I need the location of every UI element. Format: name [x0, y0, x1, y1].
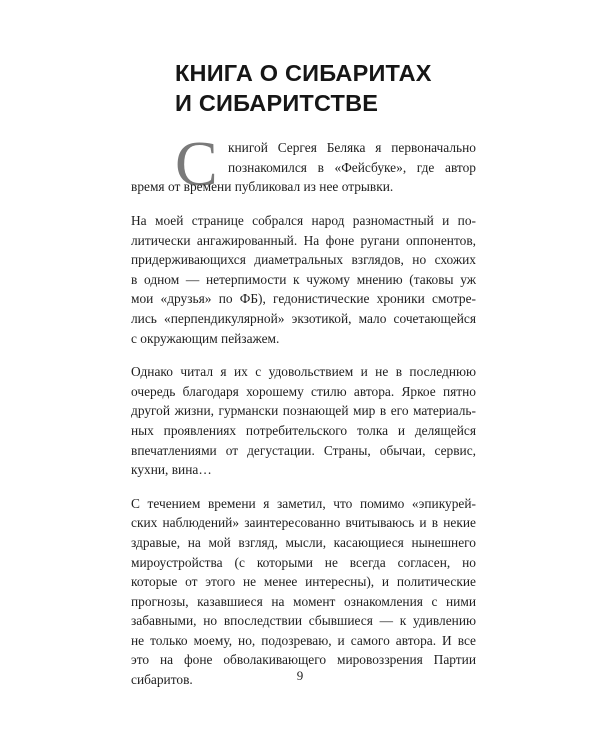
- text-line: забавными, но впоследствии сбывшиеся — к удивлению: [131, 613, 476, 629]
- text-line: придерживающихся диаметральных взглядов, но схожих: [131, 252, 476, 268]
- text-line: которые от этого не менее интересны), и политические: [131, 574, 476, 590]
- text-line: мои «друзья» по ФБ), гедонистические хроники смотре-: [131, 291, 476, 307]
- text-line: лись «перпендикулярной» экзотикой, мало сочетающейся: [131, 310, 476, 326]
- text-line: ских наблюдений» заинтересованно вчитываюсь и в некие: [131, 515, 476, 531]
- chapter-title-line-1: КНИГА О СИБАРИТАХ: [175, 60, 432, 86]
- text-line: с окружающим пейзажем.: [131, 330, 280, 346]
- text-line: литически ангажированный. На фоне ругани оппонентов,: [131, 232, 476, 248]
- text-line: не только моему, но, подозреваю, и самого автора. И все: [131, 632, 476, 648]
- text-line: сибаритов.: [131, 672, 193, 688]
- paragraph-1: [131, 211, 476, 348]
- text-line: это на фоне обволакивающего мировоззрения Партии: [131, 652, 476, 668]
- drop-cap-letter: С: [175, 128, 218, 199]
- chapter-title-line-2: И СИБАРИТСТВЕ: [175, 90, 379, 116]
- text-line: в одном — нетерпимости к чужому мнению (таковы уж: [131, 271, 476, 287]
- paragraph-3: [131, 494, 476, 690]
- text-line: здравые, на мой взгляд, мысли, касающиеся нынешнего: [131, 534, 476, 550]
- paragraph-2: [131, 362, 476, 480]
- text-line: Однако читал я их с удовольствием и не в последнюю: [131, 364, 476, 380]
- text-line: другой жизни, гурмански познающей мир в его материаль-: [131, 403, 476, 419]
- text-line: кухни, вина…: [131, 462, 212, 478]
- page-number: 9: [296, 668, 304, 683]
- text-line: впечатлениями от дегустации. Страны, обычаи, сервис,: [131, 442, 476, 458]
- text-line: На моей странице собрался народ разномастный и по-: [131, 213, 476, 228]
- text-line: прогнозы, казавшиеся на момент ознакомления с ними: [131, 593, 476, 609]
- intro-line-2: познакомился в «Фейсбуке», где автор: [228, 159, 476, 175]
- text-line: мироустройства (с которыми не всегда согласен, но: [131, 554, 476, 570]
- chapter-title: [175, 58, 495, 118]
- intro-paragraph: [131, 128, 476, 199]
- text-line: ных проявлениях потребительского толка и делящейся: [131, 422, 476, 438]
- intro-lines: [131, 138, 476, 197]
- body-text: [131, 128, 476, 704]
- intro-line-1: книгой Сергея Беляка я первоначально: [228, 140, 476, 155]
- intro-line-3: время от времени публиковал из нее отрывки.: [131, 179, 394, 195]
- text-line: С течением времени я заметил, что помимо «эпикурей-: [131, 495, 476, 511]
- text-line: очередь благодаря хорошему стилю автора. Яркое пятно: [131, 383, 476, 399]
